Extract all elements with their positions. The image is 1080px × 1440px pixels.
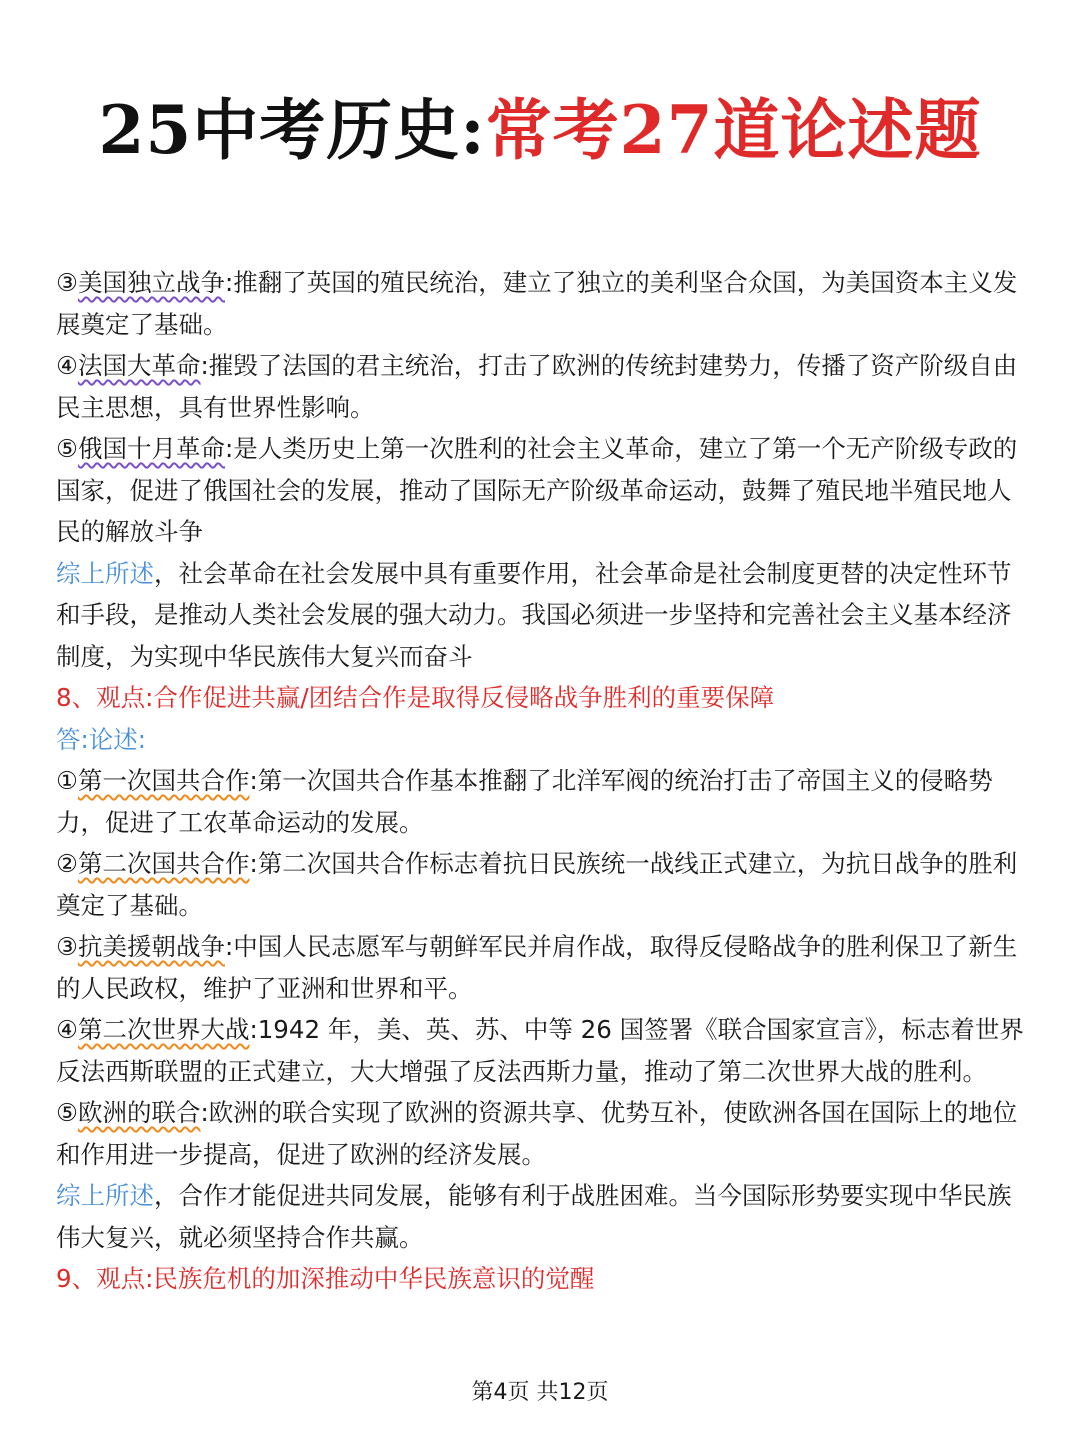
- list-item: ④第二次世界大战:1942 年，美、英、苏、中等 26 国签署《联合国家宣言》，标志着世界反法西斯联盟的正式建立，大大增强了反法西斯力量，推动了第二次世界大战的胜利。: [56, 1015, 1024, 1086]
- list-item: ②第二次国共合作:第二次国共合作标志着抗日民族统一战线正式建立，为抗日战争的胜利奠定了基础。: [56, 849, 1018, 920]
- page-indicator: 第4页 共12页: [471, 1380, 609, 1405]
- summary-paragraph: 综上所述，合作才能促进共同发展，能够有利于战胜困难。当今国际形势要实现中华民族伟大复兴，就必须坚持合作共赢。: [56, 1181, 1012, 1252]
- list-item: ③抗美援朝战争:中国人民志愿军与朝鲜军民并肩作战，取得反侵略战争的胜利保卫了新生的人民政权，维护了亚洲和世界和平。: [56, 932, 1018, 1003]
- summary-lead: 综上所述: [56, 1181, 154, 1210]
- list-item: ③美国独立战争:推翻了英国的殖民统治，建立了独立的美利坚合众国，为美国资本主义发展奠定了基础。: [56, 268, 1018, 339]
- summary-lead: 综上所述: [56, 558, 154, 588]
- section-heading-9: 9、观点:民族危机的加深推动中华民族意识的觉醒: [56, 1264, 595, 1293]
- keyword-korean-war: 抗美援朝战争: [77, 932, 225, 961]
- document-body: [56, 262, 1028, 1300]
- keyword-french-revolution: 法国大革命: [77, 351, 201, 380]
- keyword-ww2: 第二次世界大战: [77, 1015, 250, 1044]
- title-red-part: 常考27道论述题: [485, 91, 982, 169]
- section-heading-8: 8、观点:合作促进共赢/团结合作是取得反侵略战争胜利的重要保障: [56, 683, 775, 712]
- title-black-part: 25中考历史:: [98, 91, 486, 169]
- keyword-second-cooperation: 第二次国共合作: [77, 849, 250, 878]
- keyword-first-cooperation: 第一次国共合作: [77, 766, 250, 795]
- keyword-american-revolution: 美国独立战争: [77, 268, 225, 297]
- answer-label: 答:论述:: [56, 724, 147, 754]
- page-title: [0, 82, 1080, 178]
- list-item: ⑤欧洲的联合:欧洲的联合实现了欧洲的资源共享、优势互补，使欧洲各国在国际上的地位和作用进一步提高，促进了欧洲的经济发展。: [56, 1098, 1018, 1169]
- keyword-october-revolution: 俄国十月革命: [77, 434, 225, 463]
- list-item: ④法国大革命:摧毁了法国的君主统治，打击了欧洲的传统封建势力，传播了资产阶级自由民主思想，具有世界性影响。: [56, 351, 1018, 422]
- keyword-european-union: 欧洲的联合: [77, 1098, 201, 1127]
- list-item: ⑤俄国十月革命:是人类历史上第一次胜利的社会主义革命，建立了第一个无产阶级专政的国家，促进了俄国社会的发展，推动了国际无产阶级革命运动，鼓舞了殖民地半殖民地人民的解放斗争: [56, 434, 1018, 546]
- list-item: ①第一次国共合作:第一次国共合作基本推翻了北洋军阀的统治打击了帝国主义的侵略势力，促进了工农革命运动的发展。: [56, 766, 993, 837]
- summary-paragraph: 综上所述，社会革命在社会发展中具有重要作用，社会革命是社会制度更替的决定性环节和手段，是推动人类社会发展的强大动力。我国必须进一步坚持和完善社会主义基本经济制度，为实现中华民族伟大复兴而奋斗: [56, 558, 1012, 671]
